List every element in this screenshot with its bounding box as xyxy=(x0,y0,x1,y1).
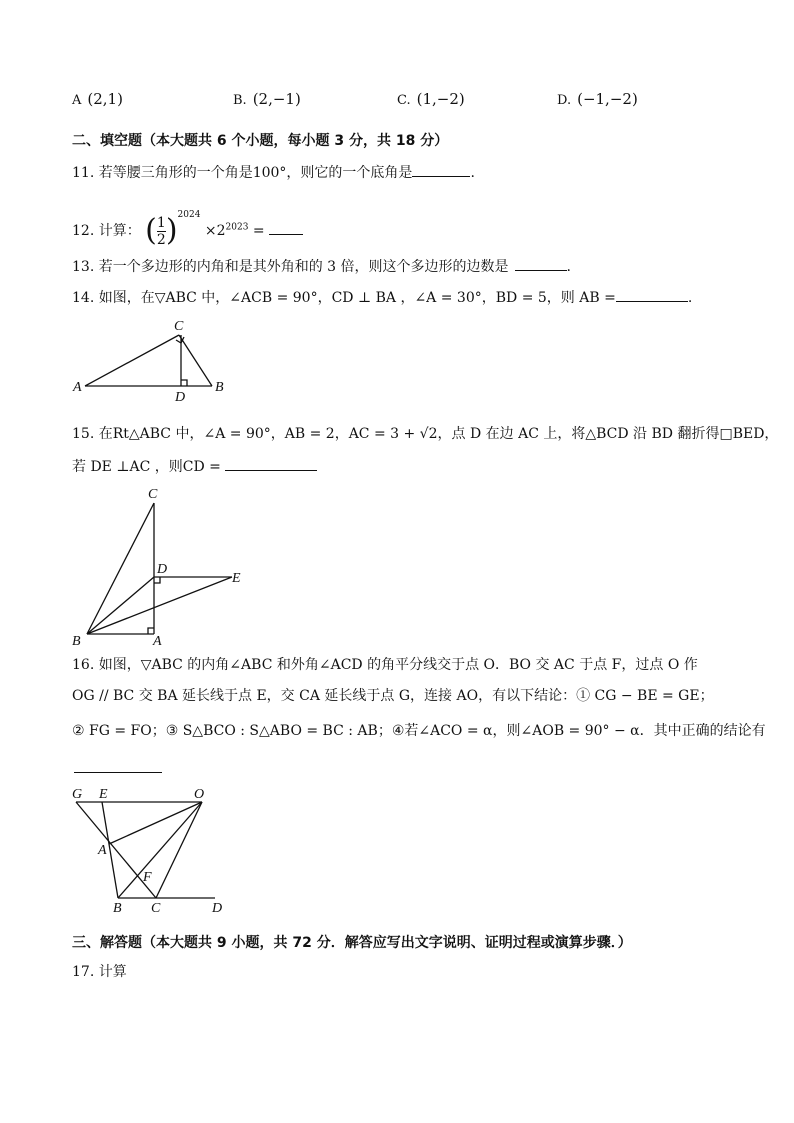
fig16-label-b: B xyxy=(113,901,122,916)
fig16-label-c: C xyxy=(151,901,161,916)
section-3-title: 三、解答题（本大题共 9 小题，共 72 分．解答应写出文字说明、证明过程或演算步骤．） xyxy=(72,935,632,951)
figure-14 xyxy=(60,315,230,405)
fig14-label-d: D xyxy=(175,390,186,405)
right-paren-icon: ) xyxy=(165,213,178,248)
option-d-value: (−1,−2) xyxy=(577,90,638,108)
fig15-segment-be xyxy=(87,577,232,634)
question-14-text: 14. 如图，在▽ABC 中，∠ACB = 90°，CD ⊥ BA ，∠A = 30°，BD = 5，则 AB = xyxy=(72,290,616,306)
fraction xyxy=(157,215,166,248)
question-12-prefix: 12. 计算： xyxy=(72,223,141,239)
fig15-label-c: C xyxy=(148,487,158,502)
answer-blank-16[interactable] xyxy=(74,758,162,773)
fig15-right-angle-d xyxy=(154,577,160,583)
option-a-value: (2,1) xyxy=(87,90,123,108)
question-14-end: . xyxy=(687,290,693,306)
fig15-label-a: A xyxy=(153,634,162,649)
fig16-label-g: G xyxy=(72,787,83,802)
fig16-label-o: O xyxy=(194,787,205,802)
times-two: ×2 xyxy=(204,223,226,239)
equals-sign: = xyxy=(252,223,265,239)
fig16-label-e: E xyxy=(99,787,108,802)
fig14-side-cb xyxy=(179,335,212,386)
question-15-line-2-text: 若 DE ⊥AC ，则CD = xyxy=(72,459,221,475)
fig15-segment-bd xyxy=(87,577,154,634)
fig14-right-angle-d xyxy=(181,380,187,386)
option-a-label: A xyxy=(72,93,82,108)
figure-16 xyxy=(60,786,240,916)
fig14-side-ac xyxy=(85,335,179,386)
option-c xyxy=(397,90,465,108)
option-c-label: C. xyxy=(397,93,411,108)
question-16-line-2: OG // BC 交 BA 延长线于点 E，交 CA 延长线于点 G，连接 AO，有以下结论：① CG − BE = GE； xyxy=(72,688,714,704)
fig16-label-f: F xyxy=(143,870,152,885)
fig14-label-c: C xyxy=(174,319,184,334)
option-b-label: B. xyxy=(233,93,247,108)
option-a xyxy=(72,90,123,108)
option-d xyxy=(557,90,638,108)
fig16-segment-oc xyxy=(156,802,202,898)
option-c-value: (1,−2) xyxy=(416,90,465,108)
section-2-title: 二、填空题（本大题共 6 个小题，每小题 3 分，共 18 分） xyxy=(72,133,449,149)
question-14 xyxy=(72,287,692,307)
fraction-denominator: 2 xyxy=(156,231,166,248)
exponent-2024: 2024 xyxy=(177,210,201,220)
option-d-label: D. xyxy=(557,93,572,108)
answer-blank-11[interactable] xyxy=(412,162,470,177)
answer-blank-13[interactable] xyxy=(515,256,567,271)
fig15-label-b: B xyxy=(72,634,81,649)
question-13-text: 13. 若一个多边形的内角和是其外角和的 3 倍，则这个多边形的边数是 xyxy=(72,259,509,275)
question-15-line-1: 15. 在Rt△ABC 中，∠A = 90°，AB = 2，AC = 3 + √2，点 D 在边 AC 上，将△BCD 沿 BD 翻折得□BED， xyxy=(72,426,779,442)
fig16-segment-ob xyxy=(118,802,202,898)
fig16-segment-oa xyxy=(109,802,202,844)
option-b-value: (2,−1) xyxy=(252,90,301,108)
question-11 xyxy=(72,162,475,182)
question-15-line-2 xyxy=(72,456,317,476)
question-17: 17. 计算 xyxy=(72,964,127,980)
figure-15 xyxy=(60,483,260,648)
left-paren-icon: ( xyxy=(145,213,157,248)
fraction-numerator: 1 xyxy=(156,214,166,231)
question-11-text: 11. 若等腰三角形的一个角是100°，则它的一个底角是 xyxy=(72,165,413,181)
exponent-2023: 2023 xyxy=(225,222,249,233)
option-b xyxy=(233,90,301,108)
fig15-label-d: D xyxy=(157,562,168,577)
fig16-label-d: D xyxy=(212,901,223,916)
fig15-side-bc xyxy=(87,503,154,634)
question-13-end: . xyxy=(566,259,571,275)
fig16-label-a: A xyxy=(98,843,107,858)
fig15-label-e: E xyxy=(232,571,241,586)
question-16-line-1: 16. 如图，▽ABC 的内角∠ABC 和外角∠ACD 的角平分线交于点 O．BO 交 AC 于点 F，过点 O 作 xyxy=(72,657,698,673)
question-12 xyxy=(72,196,303,250)
fig14-right-angle-c xyxy=(176,337,184,343)
question-11-end: . xyxy=(470,165,475,181)
answer-blank-14[interactable] xyxy=(616,287,688,302)
answer-blank-12[interactable] xyxy=(269,220,303,235)
fig14-label-a: A xyxy=(73,380,82,395)
answer-blank-15[interactable] xyxy=(225,456,317,471)
question-13 xyxy=(72,256,571,276)
fig14-label-b: B xyxy=(215,380,224,395)
question-16-line-3: ② FG = FO；③ S△BCO : S△ABO = BC : AB；④若∠ACO = α，则∠AOB = 90° − α．其中正确的结论有 xyxy=(72,723,766,739)
